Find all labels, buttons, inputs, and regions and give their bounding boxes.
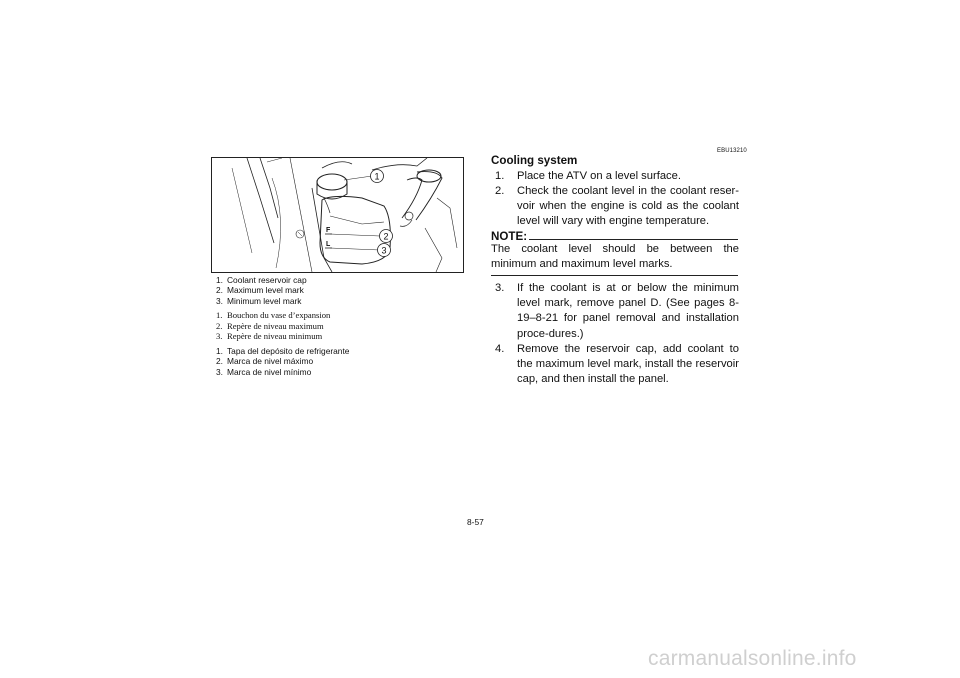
caption-line: 1. Bouchon du vase d’expansion [216,310,331,321]
step-4: 4. Remove the reservoir cap, add coolant to the maximum level mark, install the reservoir cap, and then install the panel. [495,343,739,386]
caption-group-spanish [216,346,466,377]
caption-line: 3. Marca de nivel mínimo [216,366,312,377]
callout-3-label: 3 [381,245,387,256]
note-top-rule [529,239,738,240]
caption-line: 2. Maximum level mark [216,285,304,296]
section-code: EBU13210 [717,148,747,154]
caption-group-english [216,275,466,306]
caption-line: 1. Coolant reservoir cap [216,275,307,285]
caption-line: 2. Marca de nivel máximo [216,356,314,367]
caption-line: 1. Tapa del depósito de refrigerante [216,346,350,356]
caption-line: 2. Repère de niveau maximum [216,320,324,331]
step-2: 2. Check the coolant level in the coolant reser-voir when the engine is cold as the coolant level will vary with engine temperature. [495,185,739,228]
note-text: The coolant level should be between the minimum and maximum level marks. [491,243,739,271]
min-level-letter: L [326,241,331,248]
note-bottom-rule [491,275,738,276]
note-label: NOTE: [491,230,528,243]
callout-2-label: 2 [383,231,389,242]
step-1: 1. Place the ATV on a level surface. [495,170,681,182]
reservoir-drawing [212,158,463,272]
section-title: Cooling system [491,154,578,167]
caption-line: 3. Minimum level mark [216,295,302,306]
callout-1-label: 1 [374,171,380,182]
page-number: 8-57 [467,517,484,527]
watermark: carmanualsonline.info [648,647,857,670]
caption-line: 3. Repère de niveau minimum [216,331,323,342]
caption-group-french [216,310,466,342]
coolant-reservoir-illustration [211,157,464,273]
figure-captions [216,275,466,381]
max-level-letter: F [326,227,331,234]
step-3: 3. If the coolant is at or below the minimum level mark, remove panel D. (See pages 8-19–8-21 for panel removal and installation proce-dures.) [495,282,739,340]
